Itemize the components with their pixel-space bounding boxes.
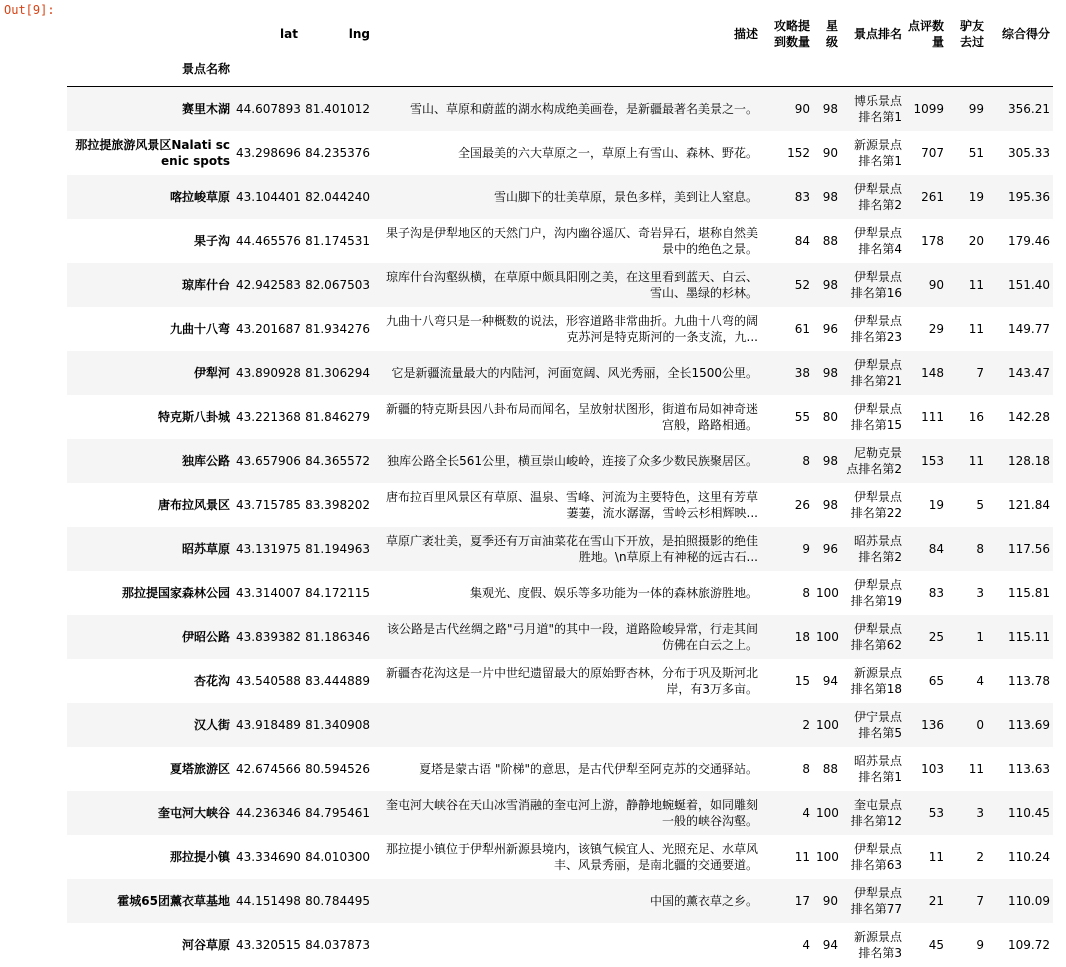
- cell-reviews: 1099: [913, 101, 944, 116]
- cell-visited: 51: [968, 145, 984, 160]
- cell-reviews: 65: [928, 673, 944, 688]
- table-row: [67, 351, 1053, 395]
- row-index-name: 特克斯八卦城: [157, 409, 230, 424]
- table-row: [67, 703, 1053, 747]
- cell-reviews: 103: [921, 761, 944, 776]
- cell-score: 113.69: [1008, 717, 1050, 732]
- cell-desc: 琼库什台沟壑纵横，在草原中颇具阳刚之美，在这里看到蓝天、白云、雪山、墨绿的杉林。: [385, 269, 758, 300]
- cell-visited: 11: [968, 277, 984, 292]
- cell-lng: 83.398202: [305, 497, 370, 512]
- cell-reviews: 178: [921, 233, 944, 248]
- row-index-name: 那拉提旅游风景区Nalati scenic spots: [75, 137, 230, 168]
- cell-reviews: 84: [928, 541, 944, 556]
- cell-lat: 43.104401: [236, 189, 301, 204]
- output-prompt: Out[9]:: [4, 3, 55, 17]
- cell-rank: 伊犁景点排名第63: [850, 841, 902, 872]
- cell-rank: 伊犁景点排名第19: [850, 577, 902, 608]
- cell-score: 113.63: [1008, 761, 1050, 776]
- cell-score: 109.72: [1008, 937, 1050, 952]
- cell-mentions: 15: [794, 673, 810, 688]
- cell-desc: 中国的薰衣草之乡。: [649, 893, 758, 908]
- cell-lng: 84.795461: [305, 805, 370, 820]
- cell-lng: 81.934276: [305, 321, 370, 336]
- cell-reviews: 29: [928, 321, 944, 336]
- cell-stars: 100: [816, 629, 839, 644]
- cell-rank: 新源景点排名第3: [853, 929, 902, 960]
- row-index-name: 伊犁河: [193, 365, 230, 380]
- cell-reviews: 45: [928, 937, 944, 952]
- column-header: lng: [348, 27, 370, 41]
- table-row: [67, 219, 1053, 263]
- cell-rank: 伊犁景点排名第2: [853, 181, 902, 212]
- cell-score: 121.84: [1008, 497, 1050, 512]
- cell-desc: 雪山脚下的壮美草原，景色多样，美到让人窒息。: [493, 189, 758, 204]
- cell-mentions: 2: [802, 717, 810, 732]
- cell-lat: 43.839382: [236, 629, 301, 644]
- cell-stars: 98: [822, 277, 838, 292]
- column-header: 驴友去过: [959, 19, 984, 49]
- cell-reviews: 53: [928, 805, 944, 820]
- cell-lat: 43.221368: [236, 409, 301, 424]
- cell-score: 142.28: [1008, 409, 1050, 424]
- cell-rank: 伊犁景点排名第21: [850, 357, 902, 388]
- cell-mentions: 18: [794, 629, 810, 644]
- column-header: lat: [280, 27, 298, 41]
- cell-rank: 伊犁景点排名第16: [850, 269, 902, 300]
- cell-stars: 98: [822, 365, 838, 380]
- cell-visited: 16: [968, 409, 984, 424]
- cell-reviews: 261: [921, 189, 944, 204]
- column-header: 点评数量: [908, 19, 945, 49]
- cell-rank: 博乐景点排名第1: [853, 93, 902, 124]
- cell-reviews: 11: [928, 849, 944, 864]
- cell-reviews: 25: [928, 629, 944, 644]
- row-index-name: 杏花沟: [193, 673, 230, 688]
- cell-desc: 新疆的特克斯县因八卦布局而闻名，呈放射状图形，街道布局如神奇迷宫般，路路相通。: [385, 401, 758, 432]
- cell-lat: 43.298696: [236, 145, 301, 160]
- cell-reviews: 21: [928, 893, 944, 908]
- cell-rank: 伊犁景点排名第15: [850, 401, 902, 432]
- row-index-name: 琼库什台: [181, 277, 230, 292]
- cell-desc: 果子沟是伊犁地区的天然门户，沟内幽谷遥仄、奇岩异石，堪称自然美景中的绝色之景。: [385, 225, 758, 256]
- cell-lng: 81.340908: [305, 717, 370, 732]
- cell-lat: 44.465576: [236, 233, 301, 248]
- cell-mentions: 52: [794, 277, 810, 292]
- cell-mentions: 11: [794, 849, 810, 864]
- cell-lat: 43.131975: [236, 541, 301, 556]
- cell-lat: 43.201687: [236, 321, 301, 336]
- cell-score: 356.21: [1008, 101, 1050, 116]
- cell-visited: 9: [976, 937, 984, 952]
- cell-score: 117.56: [1008, 541, 1050, 556]
- column-header: 景点排名: [853, 27, 902, 41]
- cell-reviews: 19: [928, 497, 944, 512]
- cell-stars: 94: [822, 673, 838, 688]
- cell-desc: 奎屯河大峡谷在天山冰雪消融的奎屯河上游，静静地蜿蜒着，如同雕刻一般的峡谷沟壑。: [385, 797, 758, 828]
- cell-reviews: 111: [921, 409, 944, 424]
- cell-lat: 42.942583: [236, 277, 301, 292]
- table-row: [67, 439, 1053, 483]
- cell-stars: 98: [822, 497, 838, 512]
- index-name: 景点名称: [181, 62, 230, 76]
- cell-lat: 43.320515: [236, 937, 301, 952]
- cell-mentions: 84: [794, 233, 810, 248]
- row-index-name: 霍城65团薰衣草基地: [117, 893, 230, 908]
- cell-reviews: 90: [928, 277, 944, 292]
- cell-lng: 81.186346: [305, 629, 370, 644]
- cell-mentions: 4: [802, 805, 810, 820]
- cell-visited: 7: [976, 893, 984, 908]
- cell-lat: 43.715785: [236, 497, 301, 512]
- column-header: 描述: [733, 27, 758, 41]
- cell-score: 305.33: [1008, 145, 1050, 160]
- row-index-name: 那拉提国家森林公园: [121, 585, 230, 600]
- cell-lng: 82.044240: [305, 189, 370, 204]
- cell-lat: 43.657906: [236, 453, 301, 468]
- cell-mentions: 38: [794, 365, 810, 380]
- cell-visited: 0: [976, 717, 984, 732]
- cell-stars: 96: [822, 321, 838, 336]
- table-row: [67, 395, 1053, 439]
- cell-lng: 84.235376: [305, 145, 370, 160]
- cell-visited: 3: [976, 805, 984, 820]
- cell-mentions: 26: [794, 497, 810, 512]
- table-row: [67, 87, 1053, 131]
- table-row: [67, 131, 1053, 175]
- cell-rank: 昭苏景点排名第2: [853, 533, 902, 564]
- cell-score: 195.36: [1008, 189, 1050, 204]
- column-header-row: [67, 16, 1053, 52]
- cell-visited: 3: [976, 585, 984, 600]
- cell-reviews: 83: [928, 585, 944, 600]
- cell-lng: 81.194963: [305, 541, 370, 556]
- cell-desc: 全国最美的六大草原之一，草原上有雪山、森林、野花。: [457, 145, 758, 160]
- table-row: [67, 263, 1053, 307]
- cell-desc: 独库公路全长561公里，横亘崇山峻岭，连接了众多少数民族聚居区。: [387, 453, 758, 468]
- cell-lng: 80.594526: [305, 761, 370, 776]
- cell-stars: 98: [822, 189, 838, 204]
- index-corner: [67, 16, 233, 52]
- table-row: [67, 571, 1053, 615]
- row-index-name: 果子沟: [193, 233, 230, 248]
- table-row: [67, 615, 1053, 659]
- row-index-name: 伊昭公路: [181, 629, 230, 644]
- cell-mentions: 152: [787, 145, 810, 160]
- cell-stars: 100: [816, 585, 839, 600]
- cell-rank: 伊犁景点排名第77: [850, 885, 902, 916]
- cell-lng: 84.365572: [305, 453, 370, 468]
- cell-lng: 81.306294: [305, 365, 370, 380]
- row-index-name: 独库公路: [181, 453, 230, 468]
- cell-lng: 81.401012: [305, 101, 370, 116]
- cell-stars: 88: [822, 761, 838, 776]
- column-header: 星级: [825, 19, 838, 49]
- cell-stars: 98: [822, 101, 838, 116]
- cell-lat: 43.314007: [236, 585, 301, 600]
- cell-mentions: 90: [794, 101, 810, 116]
- cell-desc: 集观光、度假、娱乐等多功能为一体的森林旅游胜地。: [469, 585, 758, 600]
- cell-desc: 雪山、草原和蔚蓝的湖水构成绝美画卷，是新疆最著名美景之一。: [409, 101, 758, 116]
- cell-reviews: 136: [921, 717, 944, 732]
- cell-lng: 81.846279: [305, 409, 370, 424]
- cell-desc: 该公路是古代丝绸之路"弓月道"的其中一段，道路险峻异常，行走其间仿佛在白云之上。: [386, 621, 758, 652]
- cell-desc: 九曲十八弯只是一种概数的说法，形容道路非常曲折。九曲十八弯的阔克苏河是特克斯河的一条支流，九...: [385, 313, 758, 344]
- row-index-name: 九曲十八弯: [169, 321, 230, 336]
- cell-visited: 5: [976, 497, 984, 512]
- cell-reviews: 153: [921, 453, 944, 468]
- cell-rank: 伊犁景点排名第62: [850, 621, 902, 652]
- cell-score: 179.46: [1008, 233, 1050, 248]
- cell-lng: 82.067503: [305, 277, 370, 292]
- cell-rank: 新源景点排名第18: [850, 665, 902, 696]
- cell-lat: 43.334690: [236, 849, 301, 864]
- cell-visited: 99: [968, 101, 984, 116]
- cell-desc: 草原广袤壮美，夏季还有万亩油菜花在雪山下开放，是拍照摄影的绝佳胜地。\n草原上有神秘的远古石...: [385, 533, 758, 564]
- column-header: 综合得分: [1001, 27, 1050, 41]
- cell-lat: 43.540588: [236, 673, 301, 688]
- cell-score: 110.45: [1008, 805, 1050, 820]
- cell-lng: 80.784495: [305, 893, 370, 908]
- cell-mentions: 4: [802, 937, 810, 952]
- cell-visited: 2: [976, 849, 984, 864]
- table-body: [67, 87, 1053, 967]
- cell-desc: 新疆杏花沟这是一片中世纪遗留最大的原始野杏林，分布于巩及斯河北岸，有3万多亩。: [385, 665, 758, 696]
- cell-mentions: 83: [794, 189, 810, 204]
- cell-desc: 夏塔是蒙古语 "阶梯"的意思，是古代伊犁至阿克苏的交通驿站。: [419, 761, 758, 776]
- cell-desc: 唐布拉百里风景区有草原、温泉、雪峰、河流为主要特色，这里有芳草萋萋，流水潺潺，雪岭云杉相辉映...: [385, 489, 758, 520]
- cell-score: 115.11: [1008, 629, 1050, 644]
- cell-rank: 新源景点排名第1: [853, 137, 902, 168]
- cell-lat: 43.890928: [236, 365, 301, 380]
- cell-stars: 96: [822, 541, 838, 556]
- cell-lat: 44.607893: [236, 101, 301, 116]
- row-index-name: 奎屯河大峡谷: [157, 805, 230, 820]
- table-row: [67, 175, 1053, 219]
- cell-rank: 伊犁景点排名第23: [850, 313, 902, 344]
- cell-stars: 100: [816, 717, 839, 732]
- cell-desc: 那拉提小镇位于伊犁州新源县境内，该镇气候宜人、光照充足、水草风丰、风景秀丽，是南北疆的交通要道。: [385, 841, 758, 872]
- cell-score: 110.24: [1008, 849, 1050, 864]
- cell-stars: 90: [822, 145, 838, 160]
- cell-rank: 伊犁景点排名第22: [850, 489, 902, 520]
- cell-stars: 94: [822, 937, 838, 952]
- cell-visited: 7: [976, 365, 984, 380]
- cell-stars: 80: [822, 409, 838, 424]
- cell-lng: 84.037873: [305, 937, 370, 952]
- row-index-name: 唐布拉风景区: [157, 497, 230, 512]
- row-index-name: 那拉提小镇: [169, 849, 230, 864]
- cell-reviews: 148: [921, 365, 944, 380]
- cell-visited: 19: [968, 189, 984, 204]
- cell-score: 149.77: [1008, 321, 1050, 336]
- cell-lng: 81.174531: [305, 233, 370, 248]
- cell-score: 128.18: [1008, 453, 1050, 468]
- row-index-name: 夏塔旅游区: [169, 761, 230, 776]
- table-row: [67, 791, 1053, 835]
- cell-visited: 4: [976, 673, 984, 688]
- cell-lat: 43.918489: [236, 717, 301, 732]
- row-index-name: 昭苏草原: [181, 541, 230, 556]
- cell-mentions: 55: [794, 409, 810, 424]
- cell-visited: 11: [968, 453, 984, 468]
- row-index-name: 河谷草原: [181, 937, 230, 952]
- table-row: [67, 879, 1053, 923]
- cell-rank: 昭苏景点排名第1: [853, 753, 902, 784]
- cell-lng: 83.444889: [305, 673, 370, 688]
- cell-stars: 98: [822, 453, 838, 468]
- index-header-row: [67, 52, 1053, 87]
- cell-stars: 88: [822, 233, 838, 248]
- dataframe-table: [67, 16, 1053, 967]
- cell-visited: 8: [976, 541, 984, 556]
- cell-lng: 84.172115: [305, 585, 370, 600]
- cell-lat: 44.236346: [236, 805, 301, 820]
- cell-mentions: 61: [794, 321, 810, 336]
- cell-stars: 90: [822, 893, 838, 908]
- cell-score: 143.47: [1008, 365, 1050, 380]
- row-index-name: 赛里木湖: [181, 101, 230, 116]
- cell-score: 113.78: [1008, 673, 1050, 688]
- table-row: [67, 923, 1053, 967]
- cell-mentions: 9: [802, 541, 810, 556]
- cell-mentions: 17: [794, 893, 810, 908]
- cell-rank: 奎屯景点排名第12: [850, 797, 902, 828]
- cell-visited: 20: [968, 233, 984, 248]
- column-header: 攻略提到数量: [773, 19, 810, 49]
- cell-visited: 11: [968, 321, 984, 336]
- table-row: [67, 527, 1053, 571]
- cell-stars: 100: [816, 805, 839, 820]
- cell-rank: 伊犁景点排名第4: [853, 225, 902, 256]
- row-index-name: 喀拉峻草原: [169, 189, 230, 204]
- cell-score: 110.09: [1008, 893, 1050, 908]
- cell-visited: 11: [968, 761, 984, 776]
- cell-score: 151.40: [1008, 277, 1050, 292]
- table-row: [67, 659, 1053, 703]
- table-row: [67, 747, 1053, 791]
- cell-reviews: 707: [921, 145, 944, 160]
- cell-rank: 尼勒克景点排名第2: [846, 445, 902, 476]
- table-row: [67, 835, 1053, 879]
- row-index-name: 汉人街: [193, 717, 230, 732]
- cell-lat: 44.151498: [236, 893, 301, 908]
- cell-desc: 它是新疆流量最大的内陆河，河面宽阔、风光秀丽，全长1500公里。: [391, 365, 758, 380]
- table-row: [67, 307, 1053, 351]
- cell-score: 115.81: [1008, 585, 1050, 600]
- cell-visited: 1: [976, 629, 984, 644]
- cell-mentions: 8: [802, 453, 810, 468]
- cell-lng: 84.010300: [305, 849, 370, 864]
- cell-mentions: 8: [802, 761, 810, 776]
- cell-lat: 42.674566: [236, 761, 301, 776]
- cell-stars: 100: [816, 849, 839, 864]
- cell-mentions: 8: [802, 585, 810, 600]
- cell-rank: 伊宁景点排名第5: [853, 709, 902, 740]
- table-row: [67, 483, 1053, 527]
